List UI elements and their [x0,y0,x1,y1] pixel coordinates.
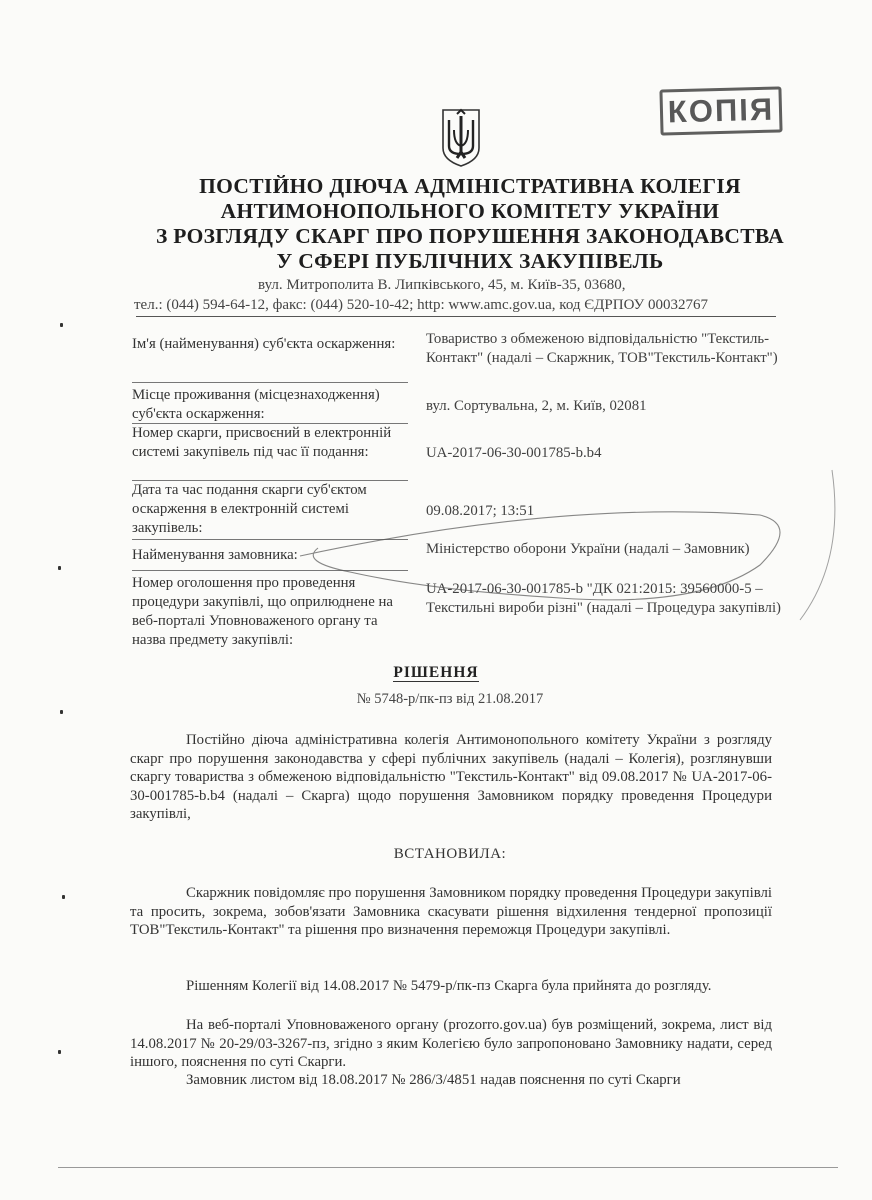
paragraph-complaint-summary: Скаржник повідомляє про порушення Замовником порядку проведення Процедури закупівлі та просить, зокрема, зобов'язати Замовника скасувати рішення відхилення тендерної пропозиції ТОВ"Текстиль-Контакт" та рішення про визначення переможця Процедури закупівлі. [130,885,772,938]
info-value: Товариство з обмеженою відповідальністю "Текстиль-Контакт" (надалі – Скаржник, ТОВ"Текстиль-Контакт") [426,331,778,366]
scan-speck [60,710,63,714]
header-title-line-1: ПОСТІЙНО ДІЮЧА АДМІНІСТРАТИВНА КОЛЕГІЯ [199,174,741,198]
row-divider [132,570,408,571]
trident-coat-of-arms-icon [440,108,482,168]
info-value: 09.08.2017; 13:51 [426,503,535,519]
paragraph-complaint-accepted: Рішенням Колегії від 14.08.2017 № 5479-р/пк-пз Скарга була прийнята до розгляду. [186,978,712,994]
decision-title-text: РІШЕННЯ [393,664,479,681]
section-heading-established: ВСТАНОВИЛА: [393,846,507,862]
header-contacts: тел.: (044) 594-64-12, факс: (044) 520-10-42; http: www.amc.gov.ua, код ЄДРПОУ 00032767 [134,297,708,313]
info-value: Міністерство оборони України (надалі – Замовник) [426,541,750,557]
info-value: UA-2017-06-30-001785-b "ДК 021:2015: 39560000-5 – Текстильні вироби різні" (надалі – Процедура закупівлі) [426,581,781,616]
info-label: Номер скарги, присвоєний в електронній системі закупівель під час її подання: [132,425,392,460]
info-label: Ім'я (найменування) суб'єкта оскарження: [132,336,396,352]
scan-speck [60,323,63,327]
info-value: вул. Сортувальна, 2, м. Київ, 02081 [426,398,647,414]
info-label: Номер оголошення про проведення процедури закупівлі, що оприлюднене на веб-порталі Уповноваженого органу та назва предмету закупівлі: [132,575,393,648]
info-label: Місце проживання (місцезнаходження) суб'єкта оскарження: [132,387,380,422]
header-title-line-4: У СФЕРІ ПУБЛІЧНИХ ЗАКУПІВЕЛЬ [276,249,664,273]
row-divider [132,539,408,540]
info-value: UA-2017-06-30-001785-b.b4 [426,445,602,461]
scan-speck [62,895,65,899]
paragraph-customer-response: Замовник листом від 18.08.2017 № 286/3/4851 надав пояснення по суті Скарги [186,1072,681,1088]
info-label: Дата та час подання скарги суб'єктом оскарження в електронній системі закупівель: [132,482,367,536]
header-address: вул. Митрополита В. Липківського, 45, м. Київ-35, 03680, [258,277,626,293]
header-rule [136,316,776,317]
row-divider [132,382,408,383]
intro-paragraph: Постійно діюча адміністративна колегія Антимонопольного комітету України з розгляду скарг про порушення законодавства у сфері публічних закупівель (надалі – Колегія), розглянувши скаргу товариства з обмеженою відповідальністю "Текстиль-Контакт" від 09.08.2017 № UA-2017-06-30-001785-b.b4 (надалі – Скарга) щодо порушення Замовником порядку проведення Процедури закупівлі, [130,732,772,822]
header-title-line-3: З РОЗГЛЯДУ СКАРГ ПРО ПОРУШЕННЯ ЗАКОНОДАВСТВА [155,224,785,248]
scan-speck [58,1050,61,1054]
scan-speck [58,566,61,570]
info-label: Найменування замовника: [132,547,298,563]
page-bottom-edge [58,1167,838,1168]
paragraph-explanation-request: На веб-порталі Уповноваженого органу (prozorro.gov.ua) був розміщений, зокрема, лист від 14.08.2017 № 20-29/03-3267-пз, згідно з яким Колегією було запропоновано Замовнику надати, серед іншого, пояснення по суті Скарги. [130,1017,772,1070]
decision-title [0,664,872,682]
decision-number: № 5748-р/пк-пз від 21.08.2017 [356,691,544,707]
header-title-line-2: АНТИМОНОПОЛЬНОГО КОМІТЕТУ УКРАЇНИ [220,199,720,223]
copy-stamp: КОПІЯ [659,86,782,135]
